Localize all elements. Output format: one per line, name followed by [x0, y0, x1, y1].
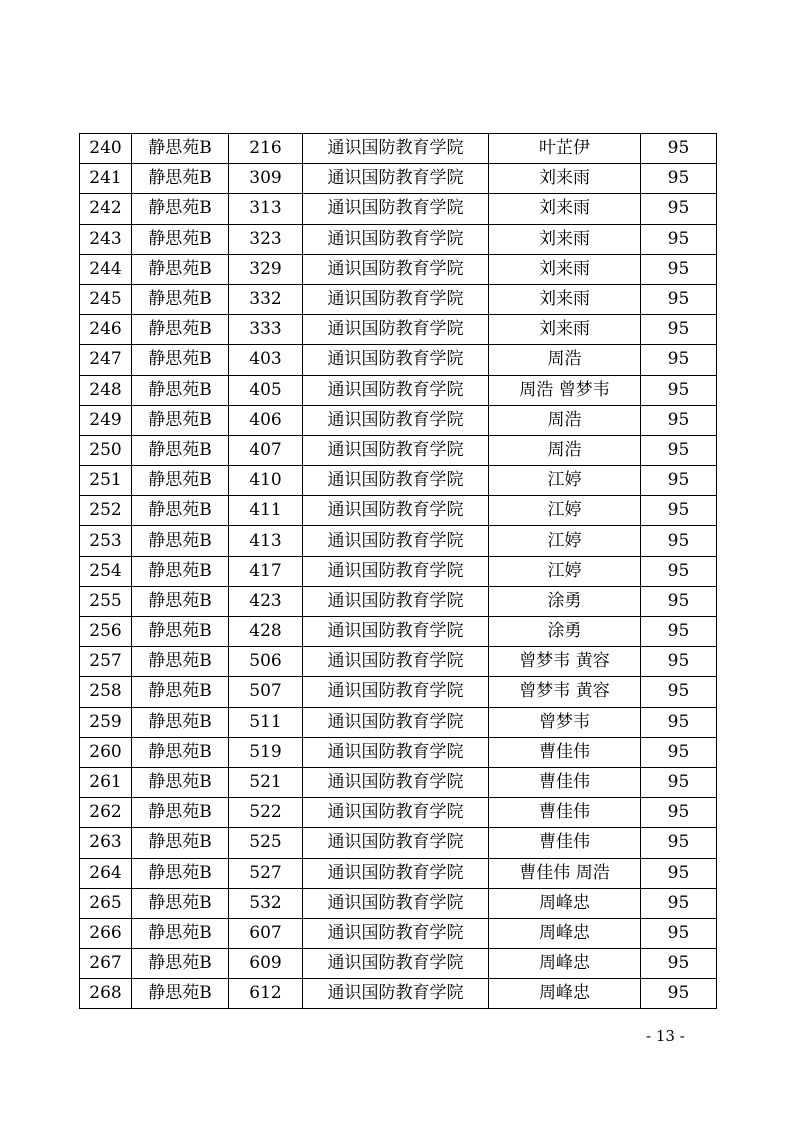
cell-room: 511 [229, 707, 303, 737]
cell-person: 涂勇 [489, 586, 641, 616]
cell-room: 405 [229, 375, 303, 405]
table-row [80, 164, 717, 194]
cell-score: 95 [641, 586, 717, 616]
table-row [80, 888, 717, 918]
cell-person: 周浩 [489, 345, 641, 375]
cell-college: 通识国防教育学院 [303, 466, 489, 496]
cell-room: 403 [229, 345, 303, 375]
cell-building: 静思苑B [132, 345, 229, 375]
cell-room: 612 [229, 979, 303, 1009]
cell-room: 506 [229, 647, 303, 677]
table-row [80, 828, 717, 858]
cell-no: 263 [80, 828, 132, 858]
cell-person: 江婷 [489, 496, 641, 526]
cell-score: 95 [641, 979, 717, 1009]
cell-score: 95 [641, 949, 717, 979]
cell-room: 525 [229, 828, 303, 858]
cell-no: 265 [80, 888, 132, 918]
cell-college: 通识国防教育学院 [303, 254, 489, 284]
cell-building: 静思苑B [132, 979, 229, 1009]
cell-room: 410 [229, 466, 303, 496]
cell-no: 248 [80, 375, 132, 405]
cell-building: 静思苑B [132, 918, 229, 948]
cell-building: 静思苑B [132, 858, 229, 888]
cell-college: 通识国防教育学院 [303, 556, 489, 586]
table-row [80, 315, 717, 345]
cell-score: 95 [641, 284, 717, 314]
cell-person: 周峰忠 [489, 949, 641, 979]
cell-building: 静思苑B [132, 888, 229, 918]
cell-building: 静思苑B [132, 194, 229, 224]
cell-person: 周浩 曾梦韦 [489, 375, 641, 405]
cell-college: 通识国防教育学院 [303, 284, 489, 314]
cell-score: 95 [641, 254, 717, 284]
cell-score: 95 [641, 888, 717, 918]
cell-building: 静思苑B [132, 707, 229, 737]
cell-building: 静思苑B [132, 767, 229, 797]
cell-building: 静思苑B [132, 284, 229, 314]
cell-room: 417 [229, 556, 303, 586]
cell-building: 静思苑B [132, 556, 229, 586]
cell-college: 通识国防教育学院 [303, 435, 489, 465]
cell-person: 刘来雨 [489, 194, 641, 224]
table-row [80, 949, 717, 979]
cell-college: 通识国防教育学院 [303, 345, 489, 375]
cell-person: 刘来雨 [489, 164, 641, 194]
cell-building: 静思苑B [132, 134, 229, 164]
cell-score: 95 [641, 375, 717, 405]
cell-building: 静思苑B [132, 164, 229, 194]
cell-score: 95 [641, 737, 717, 767]
cell-room: 323 [229, 224, 303, 254]
cell-no: 253 [80, 526, 132, 556]
cell-score: 95 [641, 617, 717, 647]
cell-person: 曹佳伟 [489, 828, 641, 858]
dormitory-table [79, 133, 717, 1009]
table-row [80, 405, 717, 435]
cell-room: 609 [229, 949, 303, 979]
cell-building: 静思苑B [132, 828, 229, 858]
table-row [80, 586, 717, 616]
cell-room: 522 [229, 798, 303, 828]
cell-score: 95 [641, 466, 717, 496]
cell-person: 周浩 [489, 405, 641, 435]
cell-building: 静思苑B [132, 737, 229, 767]
cell-room: 309 [229, 164, 303, 194]
cell-no: 257 [80, 647, 132, 677]
cell-score: 95 [641, 858, 717, 888]
table-row [80, 737, 717, 767]
cell-college: 通识国防教育学院 [303, 405, 489, 435]
cell-person: 刘来雨 [489, 224, 641, 254]
cell-score: 95 [641, 767, 717, 797]
cell-building: 静思苑B [132, 435, 229, 465]
cell-no: 260 [80, 737, 132, 767]
cell-college: 通识国防教育学院 [303, 375, 489, 405]
table-row [80, 496, 717, 526]
cell-room: 428 [229, 617, 303, 647]
cell-room: 413 [229, 526, 303, 556]
cell-room: 313 [229, 194, 303, 224]
cell-no: 246 [80, 315, 132, 345]
cell-score: 95 [641, 405, 717, 435]
cell-no: 252 [80, 496, 132, 526]
cell-score: 95 [641, 918, 717, 948]
cell-no: 266 [80, 918, 132, 948]
cell-person: 江婷 [489, 466, 641, 496]
cell-no: 264 [80, 858, 132, 888]
table-row [80, 466, 717, 496]
cell-college: 通识国防教育学院 [303, 164, 489, 194]
cell-score: 95 [641, 224, 717, 254]
table-row [80, 798, 717, 828]
cell-college: 通识国防教育学院 [303, 677, 489, 707]
cell-college: 通识国防教育学院 [303, 586, 489, 616]
cell-college: 通识国防教育学院 [303, 828, 489, 858]
cell-building: 静思苑B [132, 617, 229, 647]
cell-no: 240 [80, 134, 132, 164]
cell-college: 通识国防教育学院 [303, 858, 489, 888]
cell-person: 叶芷伊 [489, 134, 641, 164]
cell-no: 250 [80, 435, 132, 465]
cell-college: 通识国防教育学院 [303, 888, 489, 918]
cell-college: 通识国防教育学院 [303, 737, 489, 767]
table-row [80, 526, 717, 556]
cell-room: 406 [229, 405, 303, 435]
cell-person: 周峰忠 [489, 888, 641, 918]
cell-building: 静思苑B [132, 647, 229, 677]
cell-score: 95 [641, 134, 717, 164]
table-row [80, 194, 717, 224]
cell-building: 静思苑B [132, 466, 229, 496]
cell-score: 95 [641, 315, 717, 345]
cell-no: 245 [80, 284, 132, 314]
cell-no: 258 [80, 677, 132, 707]
cell-room: 423 [229, 586, 303, 616]
cell-room: 521 [229, 767, 303, 797]
cell-no: 268 [80, 979, 132, 1009]
cell-no: 244 [80, 254, 132, 284]
cell-room: 519 [229, 737, 303, 767]
cell-person: 刘来雨 [489, 315, 641, 345]
cell-college: 通识国防教育学院 [303, 949, 489, 979]
cell-college: 通识国防教育学院 [303, 194, 489, 224]
cell-person: 周浩 [489, 435, 641, 465]
table-row [80, 556, 717, 586]
cell-person: 曾梦韦 [489, 707, 641, 737]
cell-no: 261 [80, 767, 132, 797]
cell-room: 411 [229, 496, 303, 526]
cell-room: 216 [229, 134, 303, 164]
cell-no: 242 [80, 194, 132, 224]
cell-score: 95 [641, 798, 717, 828]
cell-score: 95 [641, 164, 717, 194]
cell-score: 95 [641, 496, 717, 526]
cell-building: 静思苑B [132, 405, 229, 435]
cell-room: 407 [229, 435, 303, 465]
cell-score: 95 [641, 194, 717, 224]
cell-person: 刘来雨 [489, 284, 641, 314]
cell-score: 95 [641, 647, 717, 677]
cell-college: 通识国防教育学院 [303, 134, 489, 164]
cell-person: 曾梦韦 黄容 [489, 677, 641, 707]
cell-college: 通识国防教育学院 [303, 315, 489, 345]
cell-building: 静思苑B [132, 677, 229, 707]
cell-room: 607 [229, 918, 303, 948]
cell-person: 周峰忠 [489, 918, 641, 948]
cell-building: 静思苑B [132, 315, 229, 345]
cell-college: 通识国防教育学院 [303, 707, 489, 737]
cell-building: 静思苑B [132, 586, 229, 616]
cell-no: 255 [80, 586, 132, 616]
cell-score: 95 [641, 828, 717, 858]
cell-college: 通识国防教育学院 [303, 979, 489, 1009]
cell-score: 95 [641, 707, 717, 737]
cell-room: 332 [229, 284, 303, 314]
table-body [80, 134, 717, 1009]
table-row [80, 134, 717, 164]
cell-no: 241 [80, 164, 132, 194]
cell-building: 静思苑B [132, 224, 229, 254]
cell-score: 95 [641, 526, 717, 556]
cell-room: 532 [229, 888, 303, 918]
cell-person: 曹佳伟 [489, 798, 641, 828]
cell-room: 329 [229, 254, 303, 284]
cell-person: 江婷 [489, 556, 641, 586]
cell-building: 静思苑B [132, 526, 229, 556]
cell-room: 333 [229, 315, 303, 345]
table-row [80, 979, 717, 1009]
cell-person: 曾梦韦 黄容 [489, 647, 641, 677]
cell-college: 通识国防教育学院 [303, 224, 489, 254]
cell-no: 254 [80, 556, 132, 586]
table-row [80, 254, 717, 284]
table-row [80, 647, 717, 677]
cell-college: 通识国防教育学院 [303, 496, 489, 526]
cell-score: 95 [641, 556, 717, 586]
cell-college: 通识国防教育学院 [303, 767, 489, 797]
cell-score: 95 [641, 435, 717, 465]
cell-no: 247 [80, 345, 132, 375]
table-row [80, 345, 717, 375]
cell-score: 95 [641, 345, 717, 375]
cell-person: 曹佳伟 [489, 737, 641, 767]
cell-college: 通识国防教育学院 [303, 617, 489, 647]
cell-person: 涂勇 [489, 617, 641, 647]
cell-college: 通识国防教育学院 [303, 918, 489, 948]
table-row [80, 224, 717, 254]
table-row [80, 918, 717, 948]
cell-no: 267 [80, 949, 132, 979]
cell-building: 静思苑B [132, 798, 229, 828]
cell-room: 507 [229, 677, 303, 707]
cell-no: 256 [80, 617, 132, 647]
table-row [80, 284, 717, 314]
table-row [80, 858, 717, 888]
cell-building: 静思苑B [132, 949, 229, 979]
cell-person: 江婷 [489, 526, 641, 556]
cell-building: 静思苑B [132, 496, 229, 526]
table-row [80, 767, 717, 797]
cell-no: 249 [80, 405, 132, 435]
cell-no: 259 [80, 707, 132, 737]
cell-college: 通识国防教育学院 [303, 798, 489, 828]
cell-room: 527 [229, 858, 303, 888]
table-row [80, 707, 717, 737]
cell-person: 曹佳伟 [489, 767, 641, 797]
table-row [80, 617, 717, 647]
cell-score: 95 [641, 677, 717, 707]
cell-no: 243 [80, 224, 132, 254]
table-row [80, 677, 717, 707]
page-number: - 13 - [646, 1027, 685, 1045]
cell-person: 曹佳伟 周浩 [489, 858, 641, 888]
cell-college: 通识国防教育学院 [303, 526, 489, 556]
cell-building: 静思苑B [132, 254, 229, 284]
cell-person: 刘来雨 [489, 254, 641, 284]
cell-no: 262 [80, 798, 132, 828]
cell-person: 周峰忠 [489, 979, 641, 1009]
cell-building: 静思苑B [132, 375, 229, 405]
cell-no: 251 [80, 466, 132, 496]
cell-college: 通识国防教育学院 [303, 647, 489, 677]
table-row [80, 435, 717, 465]
table-row [80, 375, 717, 405]
